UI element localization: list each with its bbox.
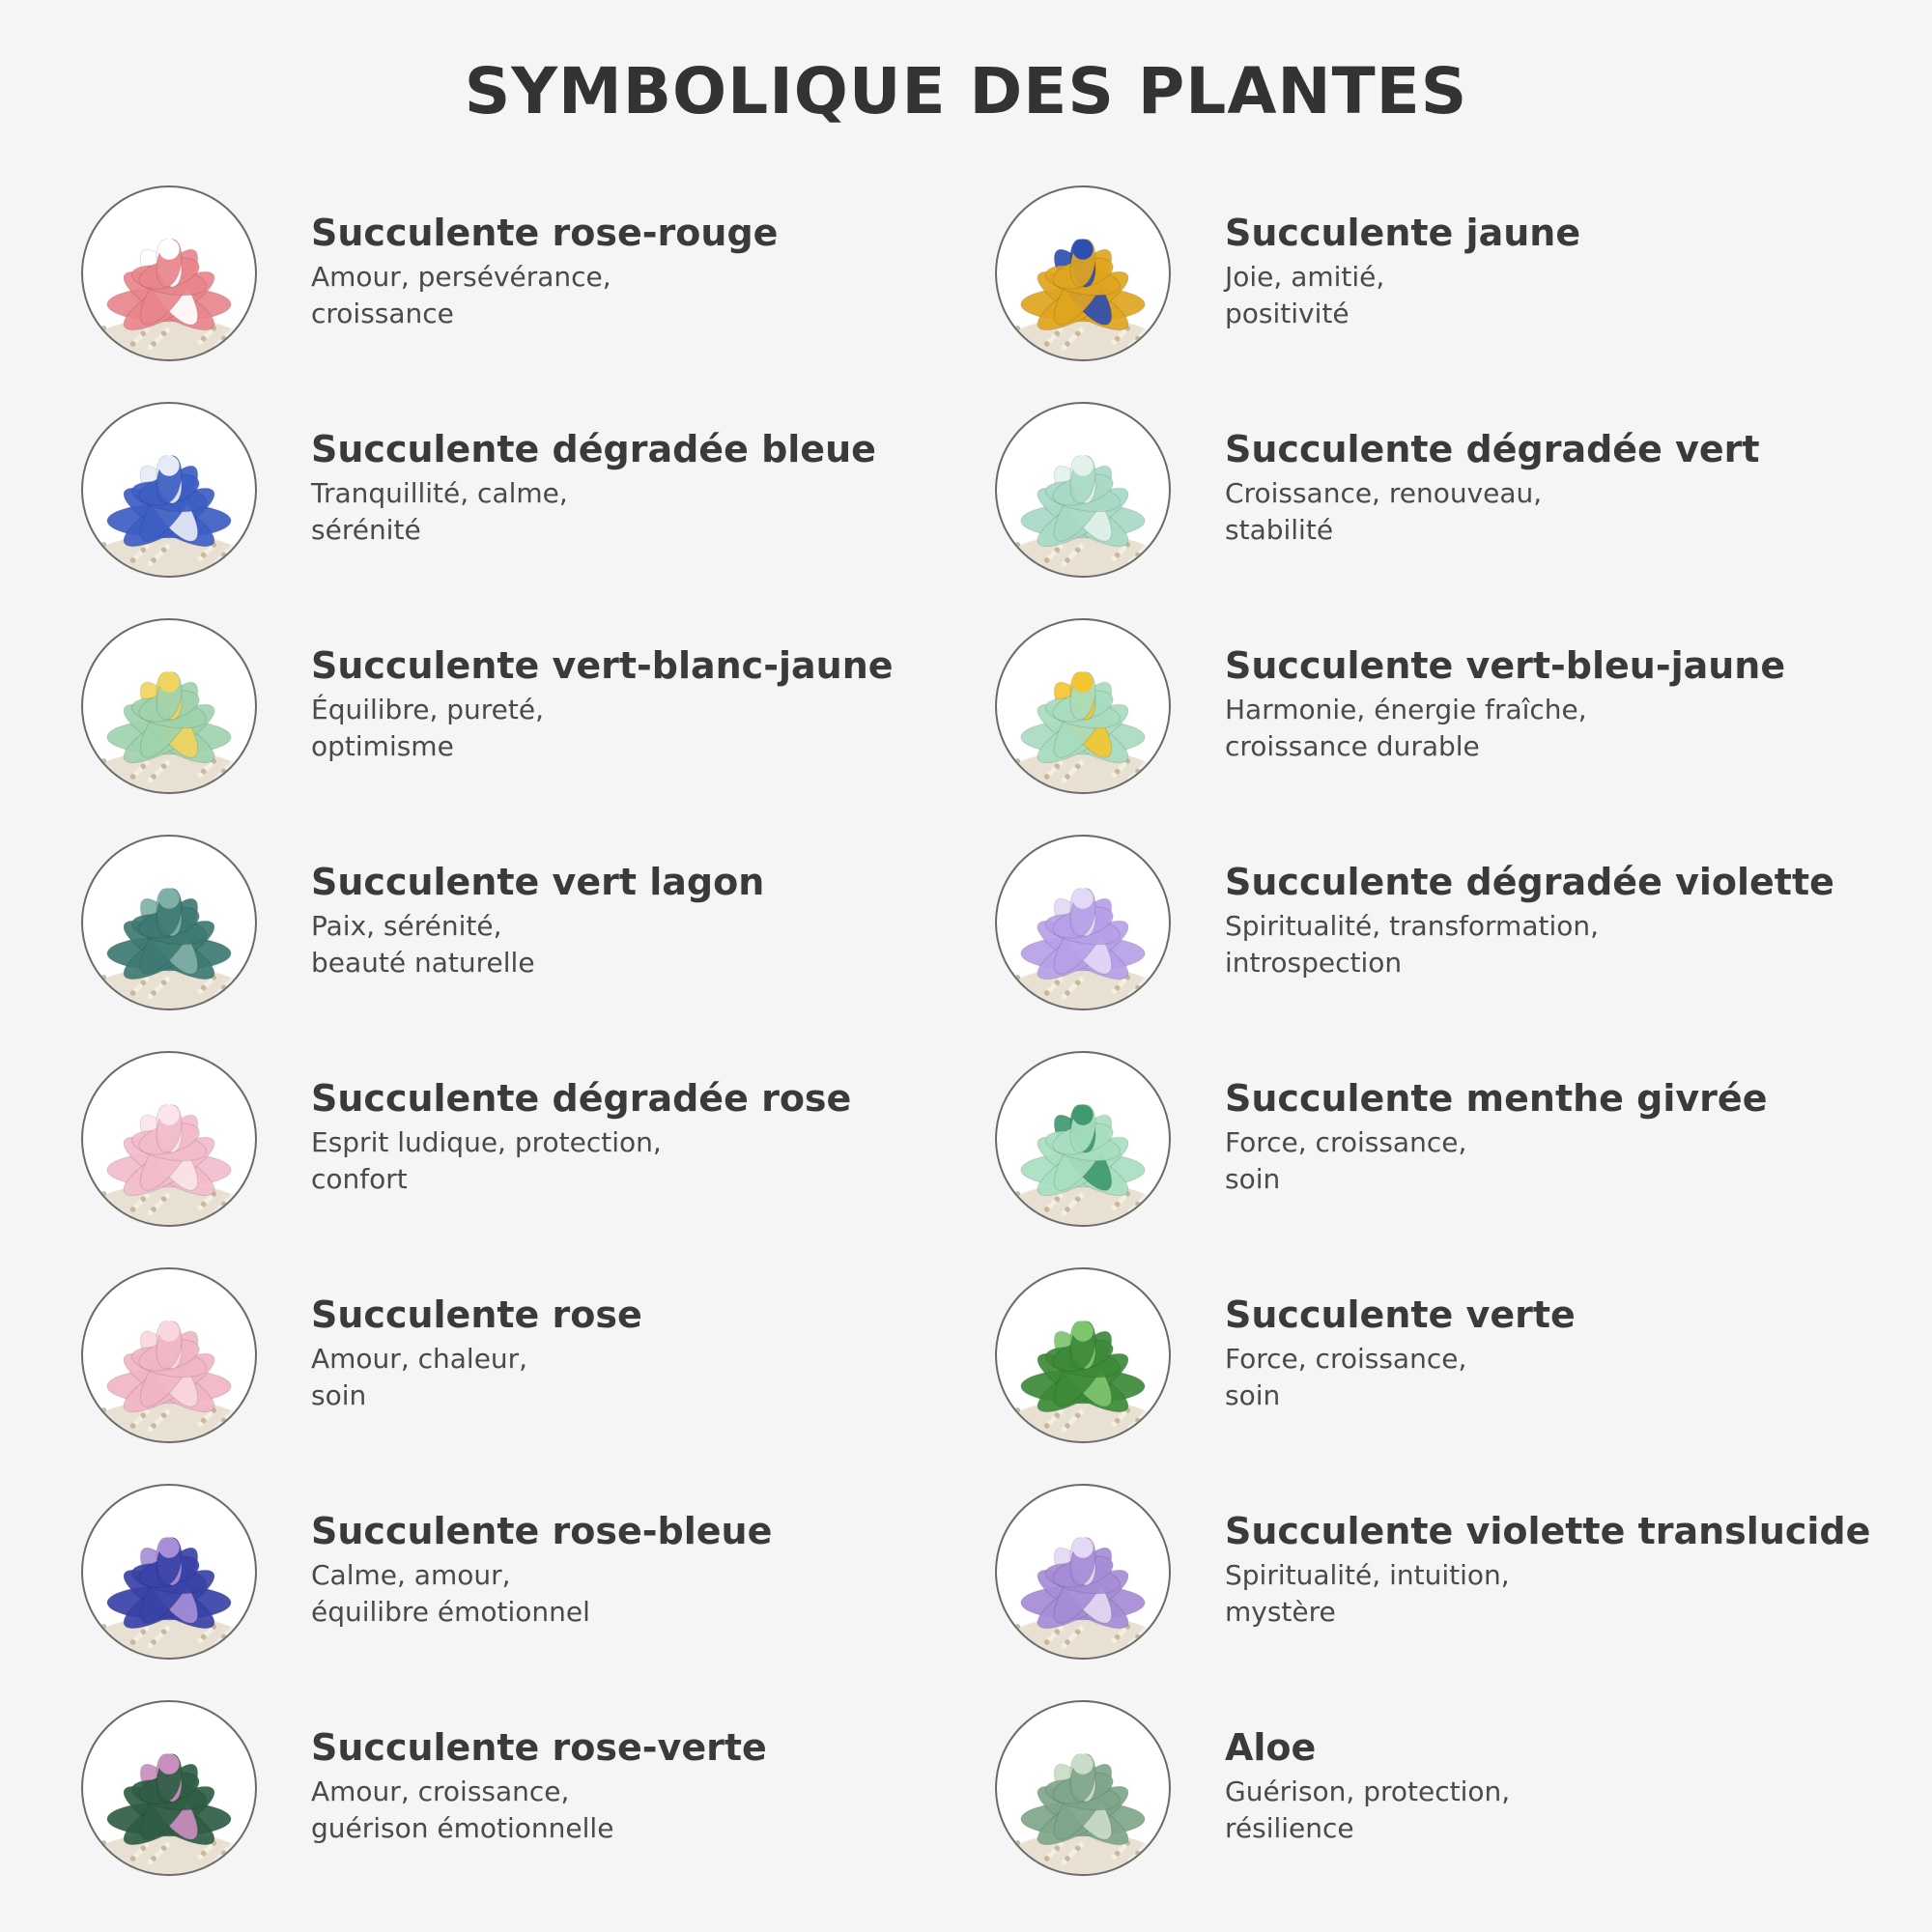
plant-entry (81, 835, 1009, 1051)
succulent-icon (83, 1269, 255, 1441)
plant-meaning-line: Joie, amitié, (1225, 261, 1385, 293)
plant-meaning (311, 1341, 1007, 1414)
plant-meaning-line: croissance durable (1225, 730, 1480, 762)
plant-thumbnail (995, 1700, 1171, 1876)
succulent-icon (83, 837, 255, 1009)
plant-meaning-line: introspection (1225, 947, 1403, 979)
plant-meaning-line: Guérison, protection, (1225, 1776, 1511, 1807)
plant-name: Succulente menthe givrée (1225, 1077, 1768, 1120)
succulent-icon (997, 620, 1169, 792)
plant-meaning-line: Harmonie, énergie fraîche, (1225, 694, 1587, 725)
plant-thumbnail (995, 835, 1171, 1010)
plant-meaning-line: guérison émotionnelle (311, 1812, 614, 1844)
plant-meaning (1225, 1774, 1920, 1847)
plant-meaning-line: équilibre émotionnel (311, 1596, 590, 1628)
plant-text (311, 1293, 1007, 1414)
succulent-icon (997, 1702, 1169, 1874)
plant-meaning-line: soin (311, 1379, 367, 1411)
plant-text (1225, 1725, 1920, 1847)
plant-meaning-line: Calme, amour, (311, 1559, 511, 1591)
plant-name: Succulente vert-blanc-jaune (311, 644, 894, 687)
plant-text (1225, 1076, 1920, 1198)
plant-text (1225, 1293, 1920, 1414)
plant-entry (995, 835, 1922, 1051)
plant-entry (995, 1484, 1922, 1700)
plant-meaning (311, 908, 1007, 981)
plant-entry (81, 1484, 1009, 1700)
plant-text (311, 1509, 1007, 1631)
plant-meaning-line: Amour, croissance, (311, 1776, 570, 1807)
plant-thumbnail (995, 185, 1171, 361)
succulent-icon (83, 404, 255, 576)
plant-entry (81, 402, 1009, 618)
plant-thumbnail (81, 835, 257, 1010)
plant-text (311, 643, 1007, 765)
plant-meaning (311, 1124, 1007, 1198)
plant-meaning-line: Tranquillité, calme, (311, 477, 568, 509)
succulent-icon (83, 1702, 255, 1874)
plant-entry (995, 402, 1922, 618)
plant-name: Succulente jaune (1225, 212, 1581, 254)
plant-text (311, 211, 1007, 332)
plant-meaning-line: Équilibre, pureté, (311, 694, 544, 725)
plant-thumbnail (995, 402, 1171, 578)
plant-name: Succulente vert lagon (311, 861, 765, 903)
plant-meaning-line: résilience (1225, 1812, 1354, 1844)
plant-meaning (1225, 1557, 1920, 1631)
plant-meaning-line: Spiritualité, transformation, (1225, 910, 1600, 942)
plant-meaning (1225, 475, 1920, 549)
plant-meaning-line: croissance (311, 298, 454, 329)
plant-entry (81, 185, 1009, 402)
plant-meaning-line: soin (1225, 1163, 1281, 1195)
plant-meaning-line: Amour, chaleur, (311, 1343, 528, 1375)
plant-thumbnail (81, 618, 257, 794)
plant-meaning (1225, 692, 1920, 765)
plant-meaning (1225, 1124, 1920, 1198)
plant-name: Succulente rose-verte (311, 1726, 767, 1769)
plant-meaning-line: beauté naturelle (311, 947, 535, 979)
plant-meaning-line: Spiritualité, intuition, (1225, 1559, 1510, 1591)
plant-meaning-line: Croissance, renouveau, (1225, 477, 1543, 509)
plant-name: Succulente dégradée bleue (311, 428, 876, 470)
plant-text (1225, 1509, 1920, 1631)
plant-meaning-line: Force, croissance, (1225, 1343, 1467, 1375)
plant-thumbnail (995, 1051, 1171, 1227)
plant-thumbnail (81, 402, 257, 578)
plant-text (1225, 643, 1920, 765)
plant-thumbnail (995, 618, 1171, 794)
succulent-icon (997, 187, 1169, 359)
plant-meaning-line: stabilité (1225, 514, 1334, 546)
plant-text (311, 1725, 1007, 1847)
succulent-icon (997, 404, 1169, 576)
plant-entry (81, 618, 1009, 835)
plant-meaning-line: Amour, persévérance, (311, 261, 611, 293)
plant-meaning-line: confort (311, 1163, 408, 1195)
plant-name: Succulente rose-rouge (311, 212, 779, 254)
plant-meaning (1225, 259, 1920, 332)
succulent-icon (83, 1486, 255, 1658)
plant-name: Succulente verte (1225, 1293, 1576, 1336)
plant-name: Succulente dégradée vert (1225, 428, 1760, 470)
plant-meaning (311, 475, 1007, 549)
plant-list-right (995, 185, 1922, 1917)
plant-name: Succulente vert-bleu-jaune (1225, 644, 1786, 687)
plant-entry (81, 1051, 1009, 1267)
plant-name: Succulente dégradée violette (1225, 861, 1834, 903)
page-title: SYMBOLIQUE DES PLANTES (464, 54, 1468, 128)
succulent-icon (83, 620, 255, 792)
plant-meaning (1225, 908, 1920, 981)
plant-meaning-line: Force, croissance, (1225, 1126, 1467, 1158)
succulent-icon (83, 187, 255, 359)
plant-entry (995, 618, 1922, 835)
plant-entry (81, 1700, 1009, 1917)
plant-entry (995, 1700, 1922, 1917)
plant-meaning (311, 259, 1007, 332)
plant-entry (995, 1051, 1922, 1267)
plant-entry (995, 185, 1922, 402)
plant-meaning-line: positivité (1225, 298, 1350, 329)
plant-text (311, 860, 1007, 981)
plant-name: Aloe (1225, 1726, 1317, 1769)
plant-meaning (311, 692, 1007, 765)
plant-meaning (311, 1557, 1007, 1631)
plant-thumbnail (81, 1484, 257, 1660)
plant-meaning-line: mystère (1225, 1596, 1336, 1628)
succulent-icon (997, 1269, 1169, 1441)
plant-thumbnail (81, 185, 257, 361)
plant-entry (81, 1267, 1009, 1484)
plant-thumbnail (81, 1051, 257, 1227)
plant-thumbnail (995, 1267, 1171, 1443)
plant-thumbnail (995, 1484, 1171, 1660)
plant-meaning-line: optimisme (311, 730, 454, 762)
plant-name: Succulente violette translucide (1225, 1510, 1871, 1552)
plant-text (1225, 211, 1920, 332)
plant-meaning-line: Esprit ludique, protection, (311, 1126, 662, 1158)
plant-meaning (311, 1774, 1007, 1847)
plant-meaning-line: soin (1225, 1379, 1281, 1411)
plant-text (311, 427, 1007, 549)
plant-meaning (1225, 1341, 1920, 1414)
plant-name: Succulente rose-bleue (311, 1510, 773, 1552)
plant-text (311, 1076, 1007, 1198)
succulent-icon (997, 1053, 1169, 1225)
plant-thumbnail (81, 1700, 257, 1876)
succulent-icon (83, 1053, 255, 1225)
plant-name: Succulente dégradée rose (311, 1077, 852, 1120)
plant-text (1225, 860, 1920, 981)
succulent-icon (997, 1486, 1169, 1658)
plant-list-left (81, 185, 1009, 1917)
plant-text (1225, 427, 1920, 549)
plant-entry (995, 1267, 1922, 1484)
succulent-icon (997, 837, 1169, 1009)
plant-thumbnail (81, 1267, 257, 1443)
plant-meaning-line: Paix, sérénité, (311, 910, 502, 942)
plant-meaning-line: sérénité (311, 514, 421, 546)
plant-name: Succulente rose (311, 1293, 642, 1336)
